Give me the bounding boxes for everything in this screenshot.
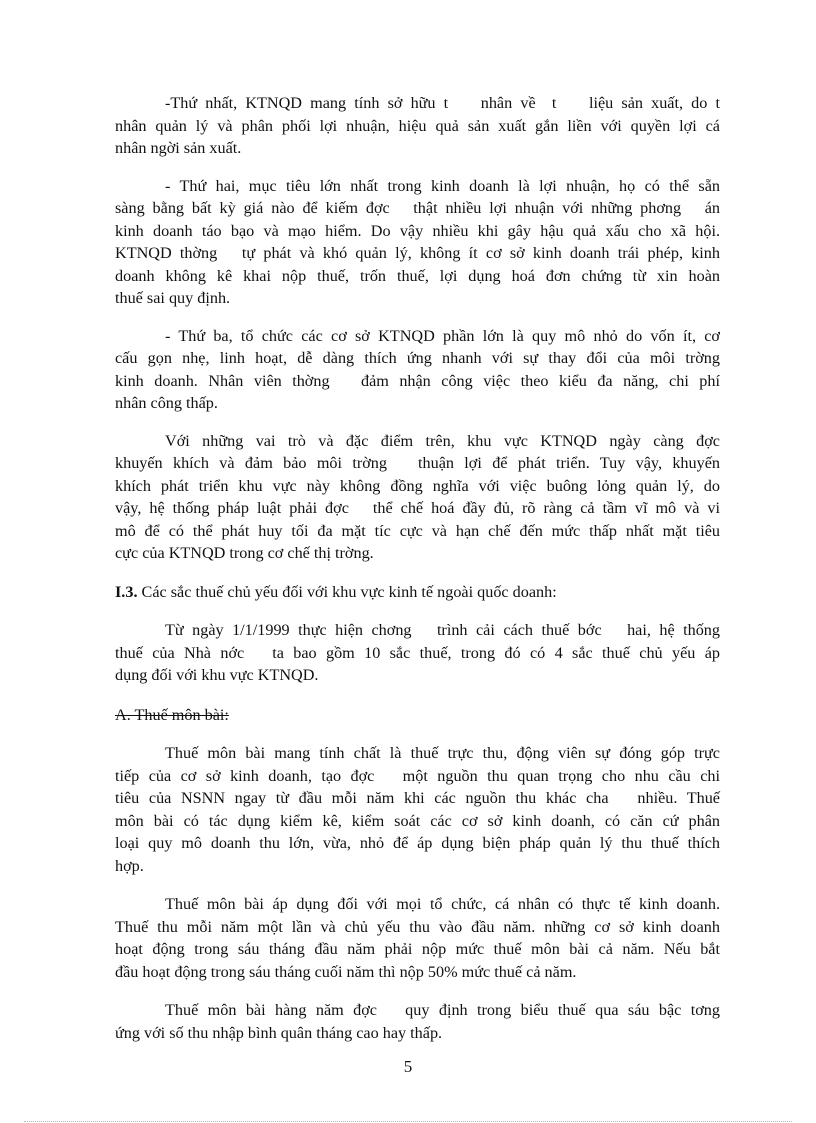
text-line: Thuế thu mỗi năm một lần và chủ yếu thu vào đầu năm. những cơ sở kinh doanh [115, 917, 720, 936]
text-line: môn bài có tác dụng kiểm kê, kiểm soát các cơ sở kinh doanh, có căn cứ phân [115, 811, 720, 830]
document-page [115, 92, 720, 1044]
text-line: thuế của Nhà nớc ta bao gồm 10 sắc thuế, trong đó có 4 sắc thuế chủ yếu áp [115, 643, 720, 662]
paragraph-5 [115, 619, 720, 687]
paragraph-1 [115, 92, 720, 160]
text-line: Thuế môn bài hàng năm đợc quy định trong biểu thuế qua sáu bậc tơng [165, 1001, 720, 1019]
text-line: cực của KTNQD trong cơ chế thị trờng. [115, 544, 374, 562]
text-line: Thuế môn bài áp dụng đối với mọi tổ chức, cá nhân có thực tế kinh doanh. [165, 895, 720, 913]
section-title: Các sắc thuế chủ yếu đối với khu vực kinh tế ngoài quốc doanh: [137, 582, 557, 601]
text-line: hợp. [115, 856, 144, 875]
text-line: dụng đối với khu vực KTNQD. [115, 666, 319, 684]
text-line: thuế sai quy định. [115, 289, 231, 307]
text-line: Với những vai trò và đặc điểm trên, khu vực KTNQD ngày càng đợc [165, 431, 720, 450]
section-number: I.3. [115, 582, 138, 601]
paragraph-4 [115, 430, 720, 565]
paragraph-8 [115, 999, 720, 1044]
section-heading [115, 581, 720, 604]
paragraph-7 [115, 893, 720, 983]
text-line: hoạt động trong sáu tháng đầu năm phải nộp mức thuế môn bài cả năm. Nếu bắt [115, 940, 720, 958]
text-line: Thuế môn bài mang tính chất là thuế trực thu, động viên sự đóng góp trực [165, 744, 720, 762]
text-line: - Thứ ba, tổ chức các cơ sở KTNQD phần lớn là quy mô nhỏ do vốn ít, cơ [165, 326, 720, 345]
text-line: khích phát triển khu vực này không đồng nghĩa với việc buông lỏng quản lý, do [115, 476, 720, 495]
text-line: cấu gọn nhẹ, linh hoạt, dễ dàng thích ứng nhanh với sự thay đổi của môi trờng [115, 349, 720, 367]
text-line: Từ ngày 1/1/1999 thực hiện chơng trình cải cách thuế bớc hai, hệ thống [165, 621, 720, 639]
paragraph-6 [115, 742, 720, 877]
subsection-heading: A. Thuế môn bài: [115, 705, 229, 724]
text-line: KTNQD thờng tự phát và khó quản lý, không ít cơ sở kinh doanh trái phép, kinh [115, 244, 720, 262]
text-line: - Thứ hai, mục tiêu lớn nhất trong kinh doanh là lợi nhuận, họ có thể sẵn [165, 176, 720, 195]
text-line: khuyến khích và đảm bảo môi trờng thuận lợi để phát triển. Tuy vậy, khuyến [115, 454, 720, 472]
text-line: mô để có thể phát huy tối đa mặt tíc cực và hạn chế đến mức thấp nhất mặt tiêu [115, 521, 720, 540]
text-line: đầu hoạt động trong sáu tháng cuối năm thì nộp 50% mức thuế cả năm. [115, 962, 577, 981]
text-line: kinh doanh táo bạo và mạo hiểm. Do vậy nhiều khi gây hậu quả xấu cho xã hội. [115, 221, 720, 240]
text-line: vậy, hệ thống pháp luật phải đợc thể chế hoá đầy đủ, rõ ràng cả tầm vĩ mô và vi [115, 499, 720, 517]
text-line: -Thứ nhất, KTNQD mang tính sở hữu t nhân về t liệu sản xuất, do t [165, 94, 720, 112]
page-bottom-divider [24, 1121, 792, 1122]
paragraph-3 [115, 325, 720, 415]
page-number: 5 [403, 1057, 413, 1076]
text-line: tiêu của NSNN ngay từ đầu mỗi năm khi các nguồn thu khác cha nhiều. Thuế [115, 789, 720, 807]
text-line: loại quy mô doanh thu lớn, vừa, nhỏ để áp dụng biện pháp quản lý thu thuế thích [115, 834, 720, 852]
text-line: kinh doanh. Nhân viên thờng đảm nhận công việc theo kiểu đa năng, chi phí [115, 371, 720, 390]
text-line: nhân ngời sản xuất. [115, 139, 242, 157]
text-line: nhân công thấp. [115, 394, 218, 412]
text-line: tiếp của cơ sở kinh doanh, tạo đợc một nguồn thu quan trọng cho nhu cầu chi [115, 766, 720, 785]
paragraph-2 [115, 175, 720, 310]
text-line: sàng bằng bất kỳ giá nào để kiếm đợc thật nhiều lợi nhuận với những phơng án [115, 199, 720, 217]
text-line: ứng với số thu nhập bình quân tháng cao hay thấp. [115, 1023, 443, 1042]
text-line: doanh không kê khai nộp thuế, trốn thuế, lợi dụng hoá đơn chứng từ xin hoàn [115, 266, 720, 285]
text-line: nhân quản lý và phân phối lợi nhuận, hiệu quả sản xuất gắn liền với quyền lợi cá [115, 116, 720, 135]
